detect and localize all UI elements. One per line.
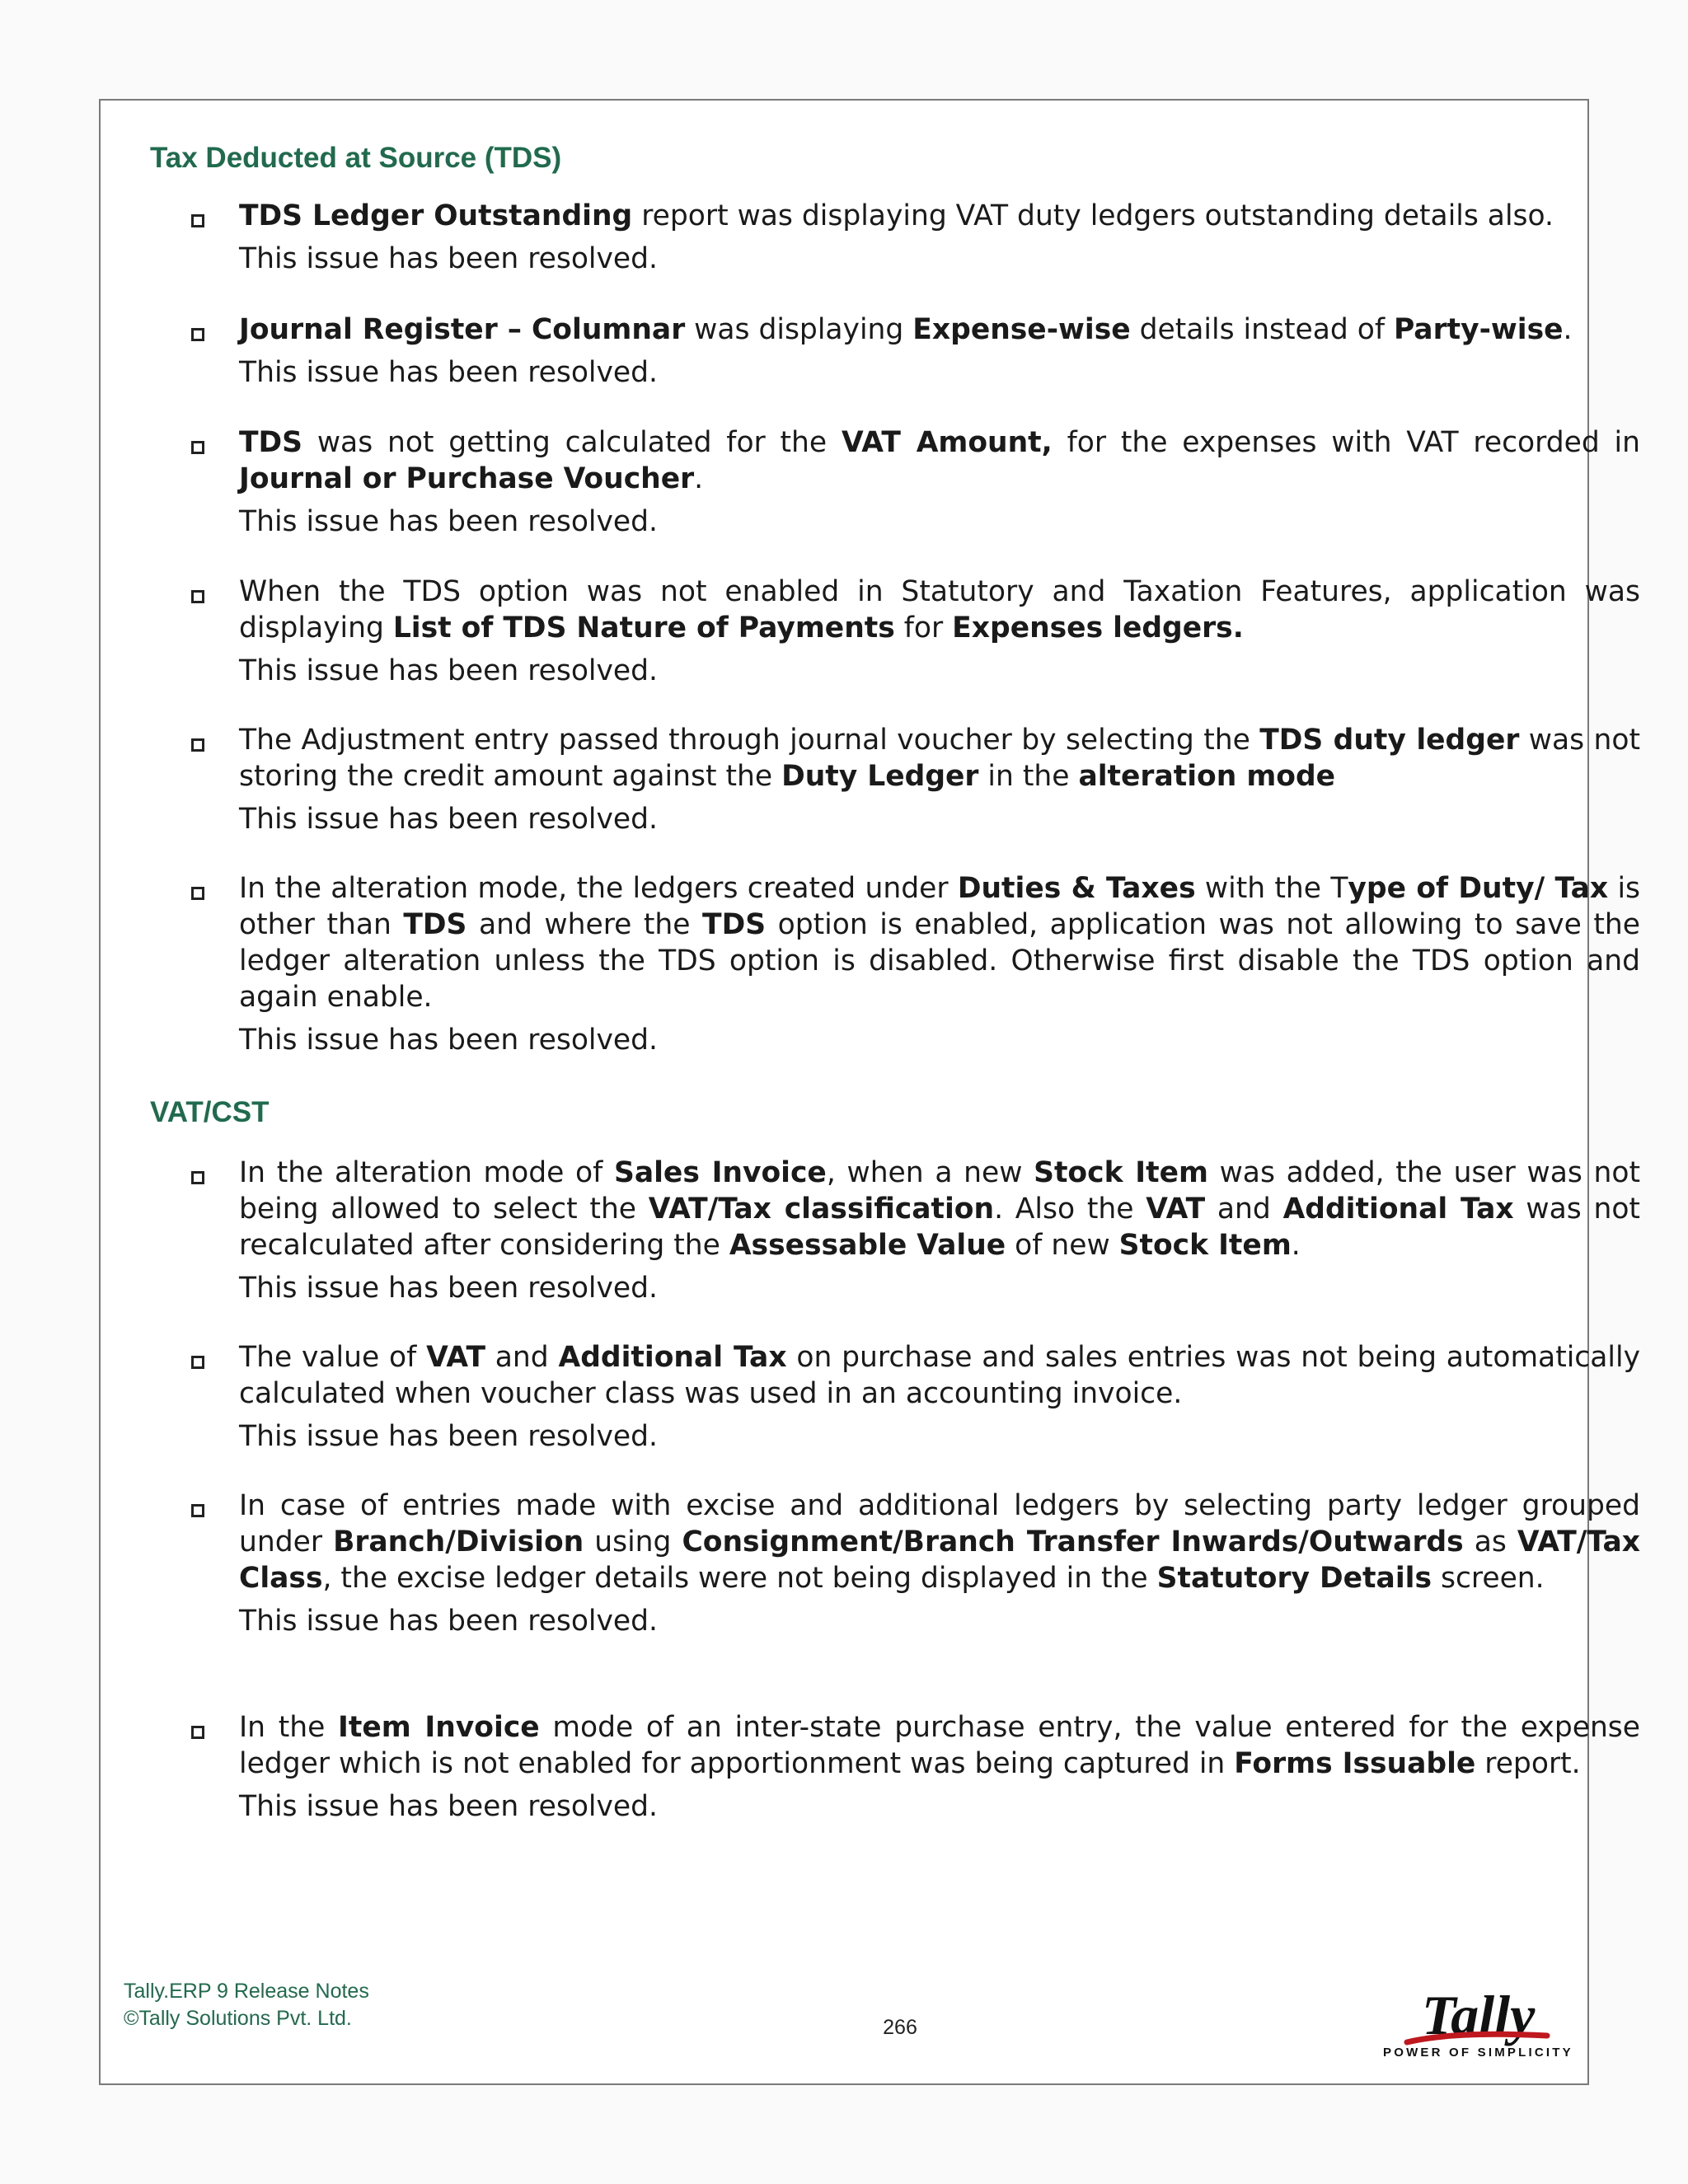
- list-item: [239, 870, 1640, 1058]
- text-run: .: [1291, 1229, 1301, 1262]
- bold-term: Assessable Value: [729, 1229, 1006, 1262]
- text-run: mode of an inter-state purchase entry, the value entered for the expense ledger which is not enabled for apportionment was being captured in: [239, 1711, 1641, 1780]
- bullet-icon: [191, 887, 204, 900]
- item-description: [239, 198, 1640, 234]
- item-description: [239, 424, 1640, 497]
- text-run: for: [894, 612, 953, 644]
- bold-term: VAT Amount,: [841, 426, 1053, 459]
- text-run: option is enabled, application was not allowing to save the ledger alteration unless the TDS option is disabled. Otherwise first disable the TDS option and again enable.: [239, 908, 1641, 1014]
- item-description: [239, 1488, 1640, 1596]
- bullet-icon: [191, 590, 204, 603]
- text-run: and: [1205, 1193, 1283, 1226]
- text-run: details instead of: [1130, 313, 1394, 346]
- resolution-note: This issue has been resolved.: [239, 1605, 659, 1638]
- item-description: [239, 722, 1640, 794]
- text-run: and: [485, 1341, 559, 1374]
- bold-term: List of TDS Nature of Payments: [392, 612, 895, 644]
- text-run: When the TDS option was not enabled in Statutory and Taxation Features, application was displaying: [239, 575, 1640, 644]
- logo-wordmark: Tally: [1422, 1984, 1536, 2046]
- list-item: [239, 722, 1640, 837]
- bold-term: Item Invoice: [338, 1711, 540, 1744]
- text-run: was not recalculated after considering the: [239, 1193, 1640, 1262]
- resolution-note: This issue has been resolved.: [239, 1272, 659, 1305]
- bullet-icon: [191, 214, 204, 227]
- text-run: In case of entries made with excise and additional ledgers by selecting party ledger grouped under: [239, 1489, 1640, 1558]
- bold-term: Expenses ledgers.: [952, 612, 1244, 644]
- text-run: as: [1463, 1526, 1517, 1558]
- text-run: in the: [978, 760, 1079, 793]
- bold-term: Forms Issuable: [1234, 1747, 1476, 1780]
- bold-term: Duty Ledger: [781, 760, 979, 793]
- item-description: [239, 1339, 1640, 1412]
- text-run: . Also the: [994, 1193, 1146, 1226]
- bold-term: Journal or Purchase Voucher: [239, 462, 695, 495]
- text-run: was displaying: [685, 313, 913, 346]
- text-run: was not getting calculated for the: [302, 426, 842, 459]
- text-run: is other than: [239, 872, 1640, 941]
- bold-term: Additional Tax: [558, 1341, 787, 1374]
- resolution-note: This issue has been resolved.: [239, 654, 659, 687]
- bullet-icon: [191, 1504, 204, 1517]
- text-run: screen.: [1432, 1562, 1545, 1595]
- text-run: The Adjustment entry passed through journal voucher by selecting the: [239, 724, 1260, 757]
- item-description: [239, 1155, 1640, 1263]
- text-run: using: [584, 1526, 682, 1558]
- bullet-icon: [191, 738, 204, 752]
- text-run: In the alteration mode of: [239, 1156, 614, 1189]
- text-run: was not storing the credit amount against the: [239, 724, 1640, 793]
- text-run: report.: [1475, 1747, 1581, 1780]
- text-run: and where the: [467, 908, 703, 941]
- resolution-note: This issue has been resolved.: [239, 1024, 659, 1057]
- resolution-note: This issue has been resolved.: [239, 505, 659, 538]
- bold-term: VAT: [1146, 1193, 1206, 1226]
- text-run: with the T: [1195, 872, 1348, 905]
- bold-term: Stock Item: [1034, 1156, 1208, 1189]
- list-item: [239, 198, 1640, 277]
- bold-term: VAT/Tax classification: [648, 1193, 995, 1226]
- logo-tagline: POWER OF SIMPLICITY: [1383, 2046, 1573, 2060]
- bold-term: Additional Tax: [1282, 1193, 1514, 1226]
- list-item: [239, 1339, 1640, 1455]
- section-title: Tax Deducted at Source (TDS): [150, 142, 562, 174]
- bold-term: Branch/Division: [333, 1526, 584, 1558]
- item-description: [239, 1709, 1640, 1782]
- bullet-icon: [191, 441, 204, 454]
- resolution-note: This issue has been resolved.: [239, 242, 659, 275]
- section-title: VAT/CST: [150, 1096, 270, 1128]
- bold-term: Expense-wise: [912, 313, 1131, 346]
- text-run: In the: [239, 1711, 339, 1744]
- bullet-icon: [191, 1171, 204, 1184]
- bold-term: Sales Invoice: [613, 1156, 827, 1189]
- page-frame: [99, 99, 1641, 2085]
- list-item: [239, 1709, 1640, 1825]
- bold-term: Stock Item: [1118, 1229, 1292, 1262]
- bold-term: Statutory Details: [1156, 1562, 1432, 1595]
- list-item: [239, 424, 1640, 540]
- text-run: .: [1563, 313, 1573, 346]
- list-item: [239, 312, 1640, 391]
- list-item: [239, 1488, 1640, 1639]
- text-run: report was displaying VAT duty ledgers outstanding details also.: [632, 199, 1554, 232]
- bold-term: TDS: [403, 908, 467, 941]
- list-item: [239, 574, 1640, 689]
- bullet-icon: [191, 1356, 204, 1369]
- bold-term: Consignment/Branch Transfer Inwards/Outwards: [682, 1526, 1464, 1558]
- text-run: The value of: [239, 1341, 427, 1374]
- bold-term: TDS Ledger Outstanding: [239, 199, 633, 232]
- footer-doc-title: Tally.ERP 9 Release Notes: [124, 1980, 369, 2003]
- bold-term: TDS: [702, 908, 767, 941]
- text-run: for the expenses with VAT recorded in: [1052, 426, 1641, 459]
- bold-term: Party-wise: [1393, 313, 1564, 346]
- text-run: , when a new: [826, 1156, 1034, 1189]
- bold-term: Journal Register – Columnar: [239, 313, 686, 346]
- resolution-note: This issue has been resolved.: [239, 1790, 659, 1823]
- bold-term: VAT: [426, 1341, 485, 1374]
- resolution-note: This issue has been resolved.: [239, 803, 659, 836]
- item-description: [239, 870, 1640, 1015]
- text-run: on purchase and sales entries was not being automatically calculated when voucher class was used in an accounting invoice.: [239, 1341, 1641, 1410]
- footer-credits: [124, 1978, 369, 2032]
- text-run: , the excise ledger details were not being displayed in the: [322, 1562, 1157, 1595]
- bold-term: VAT/Tax Class: [239, 1526, 1640, 1595]
- list-item: [239, 1155, 1640, 1306]
- bold-term: Duties & Taxes: [957, 872, 1196, 905]
- footer-copyright: ©Tally Solutions Pvt. Ltd.: [124, 2007, 352, 2030]
- text-run: In the alteration mode, the ledgers created under: [239, 872, 958, 905]
- item-description: [239, 312, 1640, 348]
- page-number: 266: [883, 2016, 917, 2039]
- text-run: .: [694, 462, 704, 495]
- bold-term: TDS: [239, 426, 303, 459]
- bold-term: alteration mode: [1078, 760, 1336, 793]
- text-run: was added, the user was not being allowed to select the: [239, 1156, 1640, 1226]
- resolution-note: This issue has been resolved.: [239, 1420, 659, 1453]
- text-run: of new: [1006, 1229, 1119, 1262]
- bold-term: TDS duty ledger: [1259, 724, 1520, 757]
- bullet-icon: [191, 1726, 204, 1739]
- bullet-icon: [191, 328, 204, 341]
- item-description: [239, 574, 1640, 646]
- bold-term: ype of Duty/ Tax: [1348, 872, 1609, 905]
- resolution-note: This issue has been resolved.: [239, 356, 659, 389]
